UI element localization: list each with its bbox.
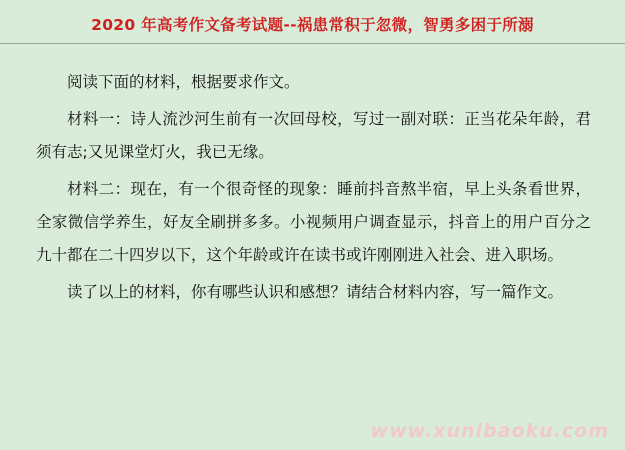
paragraph-task: 读了以上的材料，你有哪些认识和感想？请结合材料内容，写一篇作文。 [67, 283, 564, 301]
page-title: 2020 年高考作文备考试题--祸患常积于忽微，智勇多困于所溺 [91, 16, 534, 34]
watermark: www.xunibaoku.com [370, 420, 609, 442]
title-bar [0, 0, 625, 44]
paragraph-material-two: 材料二：现在，有一个很奇怪的现象：睡前抖音熬半宿，早上头条看世界，全家微信学养生，好友全刷拼多多。小视频用户调查显示，抖音上的用户百分之九十都在二十四岁以下，这个年龄或许在读书或许刚刚进入社会、进入职场。 [36, 180, 591, 264]
paragraph-material-one: 材料一：诗人流沙河生前有一次回母校，写过一副对联：正当花朵年龄，君须有志;又见课堂灯火，我已无缘。 [36, 110, 591, 161]
paragraph-instruction: 阅读下面的材料，根据要求作文。 [67, 73, 300, 91]
document-body [0, 44, 625, 309]
